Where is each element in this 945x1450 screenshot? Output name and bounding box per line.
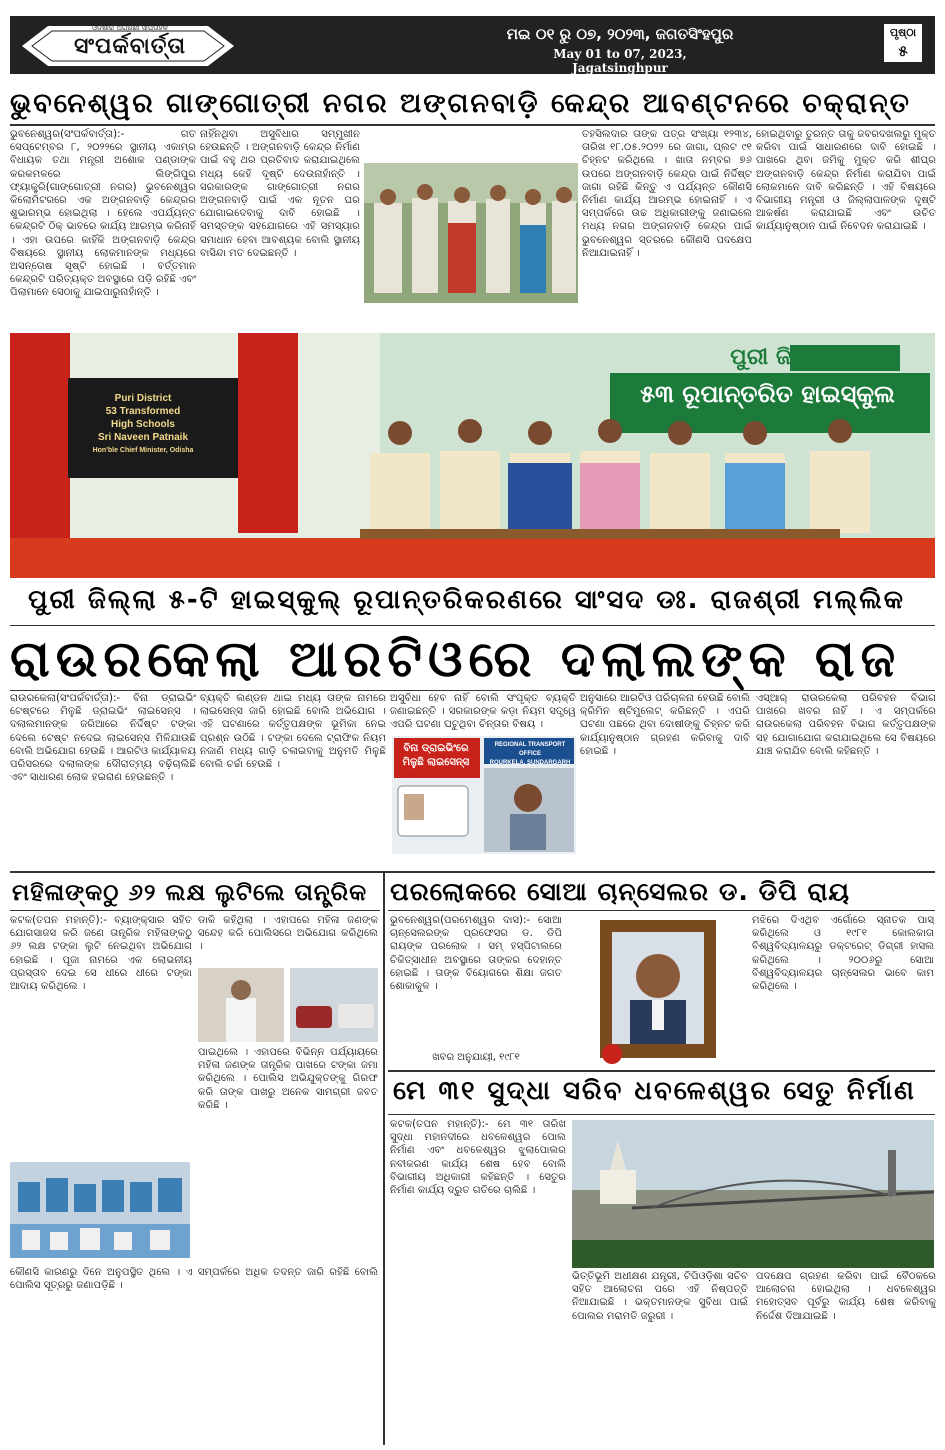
divider xyxy=(10,625,935,626)
rourkela-col-5: ଏସ୍‌ଆର୍ ରାଉରକେଲା ପରିବହନ ବିଭାଗ ପାଖରେ ଖବର ନାହିଁ । ଏ ସମ୍ପର୍କରେ ରାଉରକେଲା ପରିବହନ ବିଭାଗ କର୍ତ୍ତୃପକ୍ଷଙ୍କ ସହ ଯୋଗାଯୋଗ କରାଯାଇଥିଲେ ସେ ବିଷୟରେ ଯାଞ୍ଚ କରାଯିବ ବୋଲି କହିଛନ୍ତି । xyxy=(756,693,936,757)
rto-signboard: REGIONAL TRANSPORT OFFICE ROURKELA, SUNDARGARH xyxy=(489,742,571,766)
dhabaleswar-bridge-photo[interactable] xyxy=(572,1120,934,1268)
logo-tagline: ଓଡ଼ିଶାର ଅଗ୍ରଣୀ ସାପ୍ତାହିକ xyxy=(92,24,168,32)
tantrik-col-1b xyxy=(10,1024,192,1164)
chancellor-col-2: ମଝିରେ ଦିଏଥିବ ଏର୍ଗୋରେ ସ୍ନାତକ ପାସ୍ କରିଥିଲେ ଓ ୧୯୮୧ କୋଲକାତା ବିଶ୍ୱବିଦ୍ୟାଳୟରୁ ଡକ୍ଟରେଟ୍ ଡିଗ୍ରୀ ହାସଲ କରିଥିଲେ । ୨୦୦୬ରୁ ସୋଆ ବିଶ୍ୱବିଦ୍ୟାଳୟର ଚାନ୍ସେଲର ଭାବେ କାମ କରିଥିଲେ । xyxy=(752,915,934,993)
tantrik-col-4: କୌଣସି କାରଣରୁ ଦିନେ ଅନୁପସ୍ଥିତ ଥିଲେ । ଏ ସମ୍ପର୍କରେ ଅଧିକ ତଦନ୍ତ ଜାରି ରହିଛି ବୋଲି ପୋଲିସ ସୂତ୍ରରୁ ଜଣାପଡ଼ିଛି । xyxy=(10,1267,378,1292)
headline-tantrik[interactable]: ମହିଳାଙ୍କଠୁ ୬୨ ଲକ୍ଷ ଲୁଟିଲେ ତାନ୍ତ୍ରିକ xyxy=(12,880,368,906)
anganwadi-col-2: ନାହିଁନଥିବା ଅସୁବିଧାର ସମ୍ମୁଖୀନ ହେଉଛନ୍ତି । ଅଙ୍ଗନବାଡ଼ି କେନ୍ଦ୍ର ନିର୍ମାଣ ପାଇଁ ବହୁ ଥର ପ୍ରତିବାଦ କରାଯାଇଥିଲେ ମଧ୍ୟ କେହି ଦୃଷ୍ଟି ଦେଉନାହାଁନ୍ତି । ସରକାରଙ୍କ ଗାଙ୍ଗୋତ୍ରୀ ନଗର ଅଙ୍ଗନବାଡ଼ି ପାଇଁ ଏକ ନୂତନ ଘର ଯୋଗାଇଦେବାକୁ ଦାବି ହୋଇଛି । ସମସ୍ତଙ୍କ ସହଯୋଗରେ ଏହି ସମସ୍ୟାର ସମାଧାନ ହେବା ଆବଶ୍ୟକ ବୋଲି ସ୍ଥାନୀୟ ବାସିନ୍ଦା ମତ ଦେଇଛନ୍ତି । xyxy=(200,129,360,259)
headline-puri-schools[interactable]: ପୁରୀ ଜିଲ୍ଲା ୫-ଟି ହାଇସ୍କୁଲ୍ ରୂପାନ୍ତରିକରଣରେ ସାଂସଦ ଡଃ. ରାଜଶ୍ରୀ ମଲ୍ଲିକ xyxy=(28,585,905,615)
divider xyxy=(10,910,380,911)
divider xyxy=(10,690,935,691)
divider xyxy=(10,124,935,126)
headline-chancellor[interactable]: ପରଲୋକରେ ସୋଆ ଚାନ୍ସେଲର ଡ. ଡିପି ରାୟ xyxy=(390,877,850,906)
inauguration-plaque: Puri District 53 Transformed High Schools Sri Naveen Patnaik Hon'ble Chief Minister, Odisha xyxy=(92,393,194,454)
issue-date-odia: ମଇ ୦୧ ରୁ ୦୭, ୨୦୨୩, ଜଗତସିଂହପୁର xyxy=(506,25,734,43)
tantrik-seized-items-photo[interactable] xyxy=(10,1162,190,1258)
tantrik-suspect-photo[interactable] xyxy=(198,968,378,1042)
chancellor-note: ଖବର ଅନୁଯାୟୀ, ୧୯୮୧ xyxy=(432,1052,520,1063)
setu-col-1: କଟକ(ତପନ ମହାନ୍ତି):- ମେ ୩୧ ତାରିଖ ସୁଦ୍ଧା ମହାନଦୀରେ ଧବଳେଶ୍ୱର ପୋଲ ନିର୍ମାଣ ଏବଂ ଧବଳେଶ୍ୱର ଝୁଲାପୋଲର ନବୀକରଣ କାର୍ଯ୍ୟ ଶେଷ ହେବ ବୋଲି ବିଭାଗୀୟ ଅଧିକାରୀ କହିଛନ୍ତି । ସେତୁର ନିର୍ମାଣ କାର୍ଯ୍ୟ ଦ୍ରୁତ ଗତିରେ ଚାଲିଛି । xyxy=(390,1119,566,1197)
divider xyxy=(388,1070,935,1072)
rourkela-col-2: ବ୍ୟକ୍ତି ଲଣ୍ଡନ ଥାଇ ମଧ୍ୟ ତାଙ୍କ ନାମରେ ଲାଇସେନ୍ସ ଜାରି ହୋଇଛି ବୋଲି ଅଭିଯୋଗ । ଏହି ଘଟଣାରେ କର୍ତ୍ତୃପକ୍ଷଙ୍କ ଭୂମିକା ନେଇ ପ୍ରଶ୍ନ ଉଠିଛି । ଟଙ୍କା ଦେଲେ ଟ୍ରାଫିକ ନିୟମ ନଜାଣି ମଧ୍ୟ ଗାଡ଼ି ଚଳାଇବାକୁ ଅନୁମତି ମିଳୁଛି ବୋଲି ଚର୍ଚ୍ଚା ହେଉଛି । xyxy=(200,693,386,771)
page-label: ପୃଷ୍ଠା xyxy=(889,26,917,39)
headline-anganwadi[interactable]: ଭୁବନେଶ୍ୱର ଗାଙ୍ଗୋତ୍ରୀ ନଗର ଅଙ୍ଗନବାଡ଼ି କେନ୍ଦ୍ର ଆବଣ୍ଟନରେ ଚକ୍ରାନ୍ତ xyxy=(10,88,911,119)
anganwadi-col-4: ହୋଇଥିବାରୁ ତୁରନ୍ତ ତାକୁ ଜବରଦଖଲରୁ ମୁକ୍ତ କରିବା ପାଇଁ ସାଧାରଣରେ ଦାବି ହୋଇଛି । ପାଖରେ ଥିବା ଜମିକୁ ମୁକ୍ତ କରି ଶୀଘ୍ର ଅଙ୍ଗନବାଡ଼ି କେନ୍ଦ୍ର ନିର୍ମାଣ କରାଯିବା ପାଇଁ ଲୋକମାନେ ଦାବି କରିଛନ୍ତି । ଏହି ବିଷୟରେ ବିଭାଗୀୟ ମନ୍ତ୍ରୀ ଓ ଜିଲ୍ଲାପାଳଙ୍କ ଦୃଷ୍ଟି ଆକର୍ଷଣ କରାଯାଇଛି ଏବଂ ଉଚିତ କାର୍ଯ୍ୟାନୁଷ୍ଠାନ ପାଇଁ ନିବେଦନ କରାଯାଇଛି । xyxy=(756,129,936,233)
rourkela-col-4: ଅନୁସାରେ ଆରଟିଓ ପରିଚାଳନା ହେଉଛି ବୋଲି କ୍ରିମିନ ଷ୍ଟିମୁଲେଟ୍ କରିଛନ୍ତି । ଏପରି ଘଟଣା ପଛରେ ଥିବା ଦୋଷୀଙ୍କୁ ଚିହ୍ନଟ କରି କାର୍ଯ୍ୟାନୁଷ୍ଠାନ ଗ୍ରହଣ କରିବାକୁ ଦାବି ହୋଇଛି । xyxy=(580,693,750,757)
headline-dhabaleswar-setu[interactable]: ମେ ୩୧ ସୁଦ୍ଧା ସରିବ ଧବଳେଶ୍ୱର ସେତୁ ନିର୍ମାଣ xyxy=(393,1076,916,1106)
tantrik-col-3: ପାଇଥିଲେ । ଏହାପରେ ବିଭିନ୍ନ ପର୍ଯ୍ୟାୟରେ ମହିଳା ଜଣଙ୍କ ତାନ୍ତ୍ରିକ ପାଖରେ ଟଙ୍କା ଜମା କରିଥିଲେ । ପୋଲିସ ଅଭିଯୁକ୍ତଙ୍କୁ ଗିରଫ କରି ତାଙ୍କ ପାଖରୁ ଅନେକ ସାମଗ୍ରୀ ଜବତ କରିଛି । xyxy=(198,1047,378,1111)
page-number: ୫ xyxy=(898,42,908,60)
issue-date-english: May 01 to 07, 2023, Jagatsinghpur xyxy=(553,47,687,75)
headline-rourkela-rto[interactable]: ରାଉରକେଲା ଆରଟିଓରେ ଦଲାଲଙ୍କ ରାଜ xyxy=(10,630,902,688)
tantrik-col-1: କଟକ(ତପନ ମହାନ୍ତି):- ବ୍ୟାଙ୍କ୍‌ସାର ସହିତ ଯୋଗସାଜସ କରି ଜଣେ ତାନ୍ତ୍ରିକ ମହିଳାଙ୍କଠୁ ୬୨ ଲକ୍ଷ ଟଙ୍କା ଲୁଟି ନେଇଥିବା ଅଭିଯୋଗ ହୋଇଛି । ପୂଜା ନାମରେ ଏକ ଲୋଭନୀୟ ପ୍ରସ୍ତାବ ଦେଇ ସେ ଧୀରେ ଧୀରେ ଟଙ୍କା ଆଦାୟ କରିଥିଲେ । xyxy=(10,915,192,993)
tantrik-col-2: ଡାକି କହିଥିଲା । ଏହାପରେ ମହିଳା ଜଣଙ୍କ ସନ୍ଦେହ କରି ପୋଲିସରେ ଅଭିଯୋଗ କରିଥିଲେ । xyxy=(198,915,378,953)
rourkela-col-3: ଅସୁବିଧା ହେବ ନାହିଁ ବୋଲି ସଂପୃକ୍ତ ବ୍ୟକ୍ତି ଜଣାଇଛନ୍ତି । ସରକାରଙ୍କ କଡ଼ା ନିୟମ ସତ୍ତ୍ୱେ ଏପରି ଘଟଣା ଘଟୁଥିବା ଚିନ୍ତାର ବିଷୟ । xyxy=(390,693,576,731)
banner-title: ୫୩ ରୂପାନ୍ତରିତ ହାଇସ୍କୁଲ xyxy=(640,380,895,408)
divider xyxy=(388,1114,935,1115)
anganwadi-col-1: ଭୁବନେଶ୍ୱର(ସଂପର୍କବାର୍ତ୍ତା):- ଗତ ସେପ୍ଟେମ୍ବର ୮, ୨୦୨୨ରେ ସ୍ଥାନୀୟ ଏକାମ୍ର ବିଧାୟକ ତଥା ମନ୍ତ୍ରୀ ଅଶୋକ ପଣ୍ଡାଙ୍କ କରକମଳରେ ଲିଙ୍ଗିପୁର ଫ୍ୟାକ୍ଟ୍ରି(ଗାଙ୍ଗୋତ୍ରୀ ନଗର) ଭୁବନେଶ୍ୱର କିଲୋମିଟରରେ ଏକ ଅଙ୍ଗନବାଡ଼ି କେନ୍ଦ୍ରର ଶୁଭାରମ୍ଭ ହୋଇଥିଲା । ହେଲେ ଏପର୍ଯ୍ୟନ୍ତ କେନ୍ଦ୍ରଟି ଠିକ୍ ଭାବରେ କାର୍ଯ୍ୟ ଆରମ୍ଭ କରିନାହିଁ । ଏହା ଉପରେ କାହିଁକି ଅଙ୍ଗନବାଡ଼ି କେନ୍ଦ୍ର ବିଷୟରେ ସ୍ଥାନୀୟ ଲୋକମାନଙ୍କ ମଧ୍ୟରେ ଅସନ୍ତୋଷ ସୃଷ୍ଟି ହୋଇଛି । ବର୍ତ୍ତମାନ କେନ୍ଦ୍ରଟି ପରିତ୍ୟକ୍ତ ଅବସ୍ଥାରେ ପଡ଼ି ରହିଛି ଏବଂ ପିଲାମାନେ ସେଠାକୁ ଯାଇପାରୁନାହାଁନ୍ତି । xyxy=(10,129,196,299)
anganwadi-group-photo[interactable] xyxy=(364,163,578,303)
anganwadi-col-3: ତହସିଲଦାର ତାଙ୍କ ପତ୍ର ସଂଖ୍ୟା ୧୨୩୪, ତାରିଖ ୧୮.୦୫.୨୦୨୨ ରେ ଜାଗା, ପ୍ଲଟ ୯୧ ଚିହ୍ନଟ କରିଥିଲେ । ଖାତା ନମ୍ବର ୭୬ ଉପରେ ଅଙ୍ଗନବାଡ଼ି କେନ୍ଦ୍ର ପାଇଁ ନିର୍ଦ୍ଦିଷ୍ଟ ଜାଗା ରହିଛି କିନ୍ତୁ ଏ ପର୍ଯ୍ୟନ୍ତ କୌଣସି ନିର୍ମାଣ କାର୍ଯ୍ୟ ଆରମ୍ଭ ହୋଇନାହିଁ । ଏ ସମ୍ପର୍କରେ ଉଚ୍ଚ ଅଧିକାରୀଙ୍କୁ ଜଣାଇଲେ ମଧ୍ୟ ନଗର ଅଙ୍ଗନବାଡ଼ି କେନ୍ଦ୍ର ପାଇଁ ଭୁବନେଶ୍ୱର ସ୍ତରରେ କୌଣସି ପଦକ୍ଷେପ ନିଆଯାଇନାହିଁ । xyxy=(582,129,752,259)
divider xyxy=(10,871,935,873)
setu-col-3: ପଦକ୍ଷେପ ଗ୍ରହଣ କରିବା ପାଇଁ ବୈଠକରେ ଆଲୋଚନା ହୋଇଥିଲା । ଧବଳେଶ୍ୱର ମହୋତ୍ସବ ପୂର୍ବରୁ କାର୍ଯ୍ୟ ଶେଷ କରିବାକୁ ନିର୍ଦ୍ଦେଶ ଦିଆଯାଇଛି । xyxy=(756,1271,936,1322)
column-divider xyxy=(383,873,385,1445)
newspaper-logo[interactable]: ସଂପର୍କବାର୍ତ୍ତା xyxy=(74,34,186,59)
banner-district: ପୁରୀ ଜିଲ୍ଲା xyxy=(730,345,830,370)
inset-red-title: ବିନା ଡ୍ରାଇଭିଂରେ ମିଳୁଛି ଲାଇସେନ୍ସ xyxy=(402,743,470,768)
setu-col-2: ଭିତ୍ତିଭୂମି ଅଧୀକ୍ଷଣ ଯନ୍ତ୍ରୀ, ଟିପିଓଡ଼ିଶା ସଚିବ ସହିତ ଆଲୋଚନା ପରେ ଏହି ନିଷ୍ପତ୍ତି ନିଆଯାଇଛି । ଭକ୍ତମାନଙ୍କ ସୁବିଧା ପାଇଁ ପୋଲର ମରାମତି ଜରୁରୀ । xyxy=(572,1271,748,1322)
rourkela-col-1: ରାଉରକେଲା(ସଂପର୍କବାର୍ତ୍ତା):- ବିନା ଡ୍ରାଇଭିଂ ଟେଷ୍ଟରେ ମିଳୁଛି ଡ୍ରାଇଭିଂ ଲାଇସେନ୍ସ । ଦଲାଲମାନଙ୍କ ଜରିଆରେ ନିର୍ଦ୍ଦିଷ୍ଟ ଟଙ୍କା ଦେଲେ ଟେଷ୍ଟ ନଦେଇ ଲାଇସେନ୍ସ ମିଳିଯାଉଛି ବୋଲି ଅଭିଯୋଗ ହେଉଛି । ଆରଟିଓ କାର୍ଯ୍ୟାଳୟ ପରିସରରେ ଦଲାଲଙ୍କ ଦୌରାତ୍ମ୍ୟ ବଢ଼ିଚାଲିଛି ଏବଂ ସାଧାରଣ ଲୋକ ହଇରାଣ ହେଉଛନ୍ତି । xyxy=(10,693,196,784)
chancellor-col-1: ଭୁବନେଶ୍ୱର(ପରମେଶ୍ୱର ଦାସ):- ସୋଆ ଚାନ୍ସେଲରଙ୍କ ପ୍ରଫେସର ଡ. ଡିପି ରାୟଙ୍କ ପରଲୋକ । ସମ୍ ହସ୍ପିଟାଲରେ ଚିକିତ୍ସାଧୀନ ଅବସ୍ଥାରେ ତାଙ୍କର ଦେହାନ୍ତ ହୋଇଛି । ତାଙ୍କ ବିୟୋଗରେ ଶିକ୍ଷା ଜଗତ ଶୋକାକୁଳ । xyxy=(390,915,562,993)
divider xyxy=(388,910,935,911)
chancellor-portrait[interactable] xyxy=(572,916,744,1066)
